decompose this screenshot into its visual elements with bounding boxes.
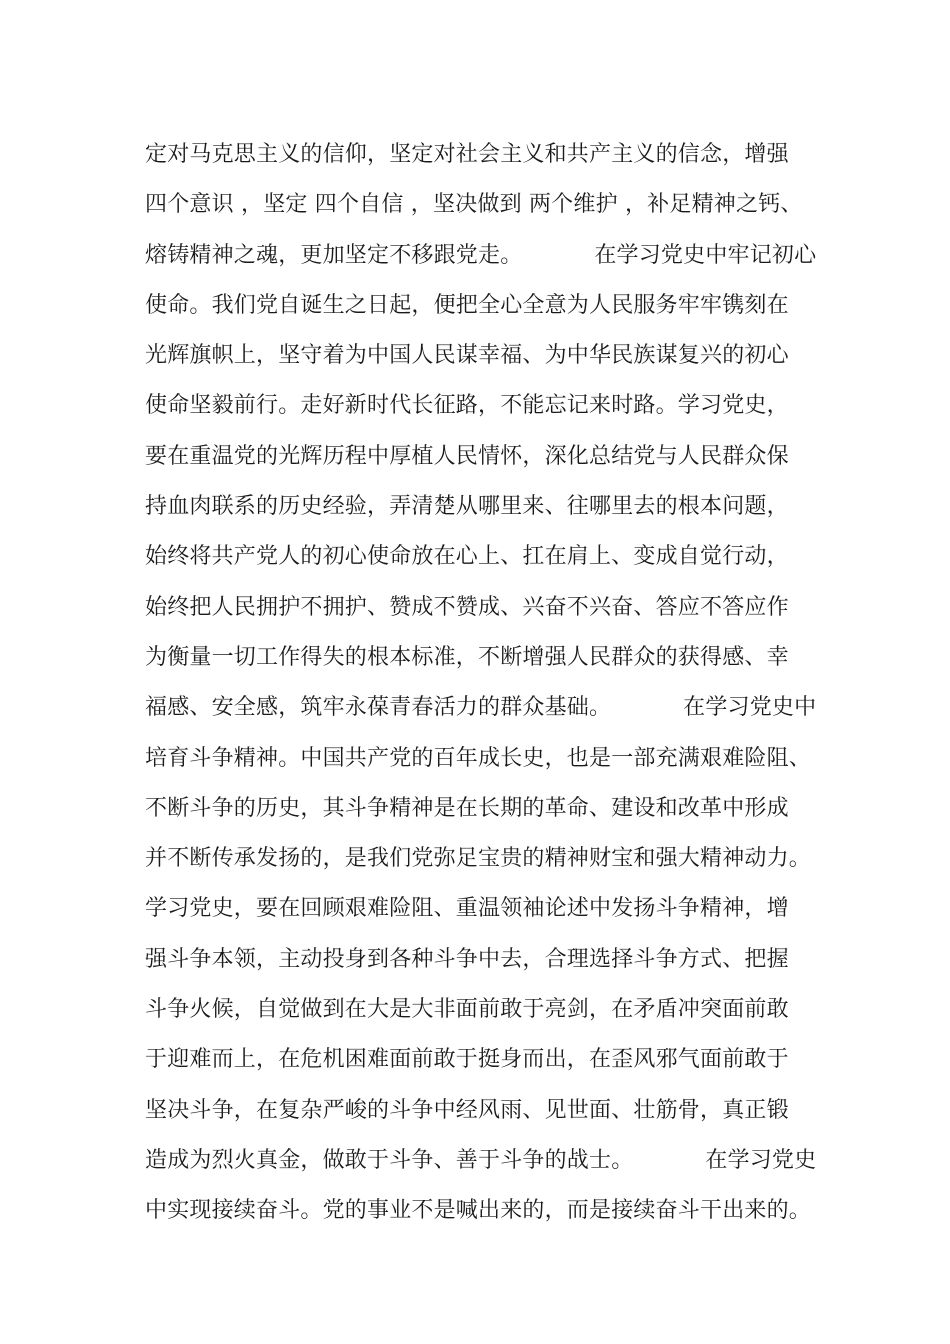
text-line: 使命坚毅前行。走好新时代长征路，不能忘记来时路。学习党史， [145, 393, 789, 419]
text-line: 中实现接续奋斗。党的事业不是喊出来的，而是接续奋斗干出来的。 [145, 1198, 812, 1224]
text-line: 始终将共产党人的初心使命放在心上、扛在肩上、变成自觉行动， [145, 544, 789, 570]
text-line: 要在重温党的光辉历程中厚植人民情怀，深化总结党与人民群众保 [145, 443, 789, 469]
text-line: 使命。我们党自诞生之日起，便把全心全意为人民服务牢牢镌刻在 [145, 292, 789, 318]
text-line: 不断斗争的历史，其斗争精神是在长期的革命、建设和改革中形成 [145, 795, 789, 821]
body-text [145, 130, 825, 1237]
text-line: 培育斗争精神。中国共产党的百年成长史，也是一部充满艰难险阻、 [145, 745, 812, 771]
text-line: 强斗争本领，主动投身到各种斗争中去，合理选择斗争方式、把握 [145, 946, 789, 972]
text-line: 坚决斗争，在复杂严峻的斗争中经风雨、见世面、壮筋骨，真正锻 [145, 1097, 789, 1123]
text-line: 造成为烈火真金，做敢于斗争、善于斗争的战士。 在学习党史 [145, 1147, 817, 1173]
text-line: 持血肉联系的历史经验，弄清楚从哪里来、往哪里去的根本问题， [145, 494, 789, 520]
text-line: 四个意识 ，坚定 四个自信 ，坚决做到 两个维护 ，补足精神之钙、 [145, 192, 803, 218]
text-line: 学习党史，要在回顾艰难险阻、重温领袖论述中发扬斗争精神，增 [145, 896, 789, 922]
text-line: 始终把人民拥护不拥护、赞成不赞成、兴奋不兴奋、答应不答应作 [145, 594, 789, 620]
text-line: 定对马克思主义的信仰，坚定对社会主义和共产主义的信念，增强 [145, 142, 789, 167]
text-line: 熔铸精神之魂，更加坚定不移跟党走。 在学习党史中牢记初心 [145, 242, 817, 268]
text-line: 于迎难而上，在危机困难面前敢于挺身而出，在歪风邪气面前敢于 [145, 1047, 789, 1073]
text-line: 并不断传承发扬的，是我们党弥足宝贵的精神财宝和强大精神动力。 [145, 846, 812, 872]
text-line: 福感、安全感，筑牢永葆青春活力的群众基础。 在学习党史中 [145, 695, 817, 721]
text-line: 光辉旗帜上，坚守着为中国人民谋幸福、为中华民族谋复兴的初心 [145, 343, 789, 369]
text-line: 斗争火候，自觉做到在大是大非面前敢于亮剑，在矛盾冲突面前敢 [145, 997, 789, 1023]
text-line: 为衡量一切工作得失的根本标准，不断增强人民群众的获得感、幸 [145, 644, 789, 670]
